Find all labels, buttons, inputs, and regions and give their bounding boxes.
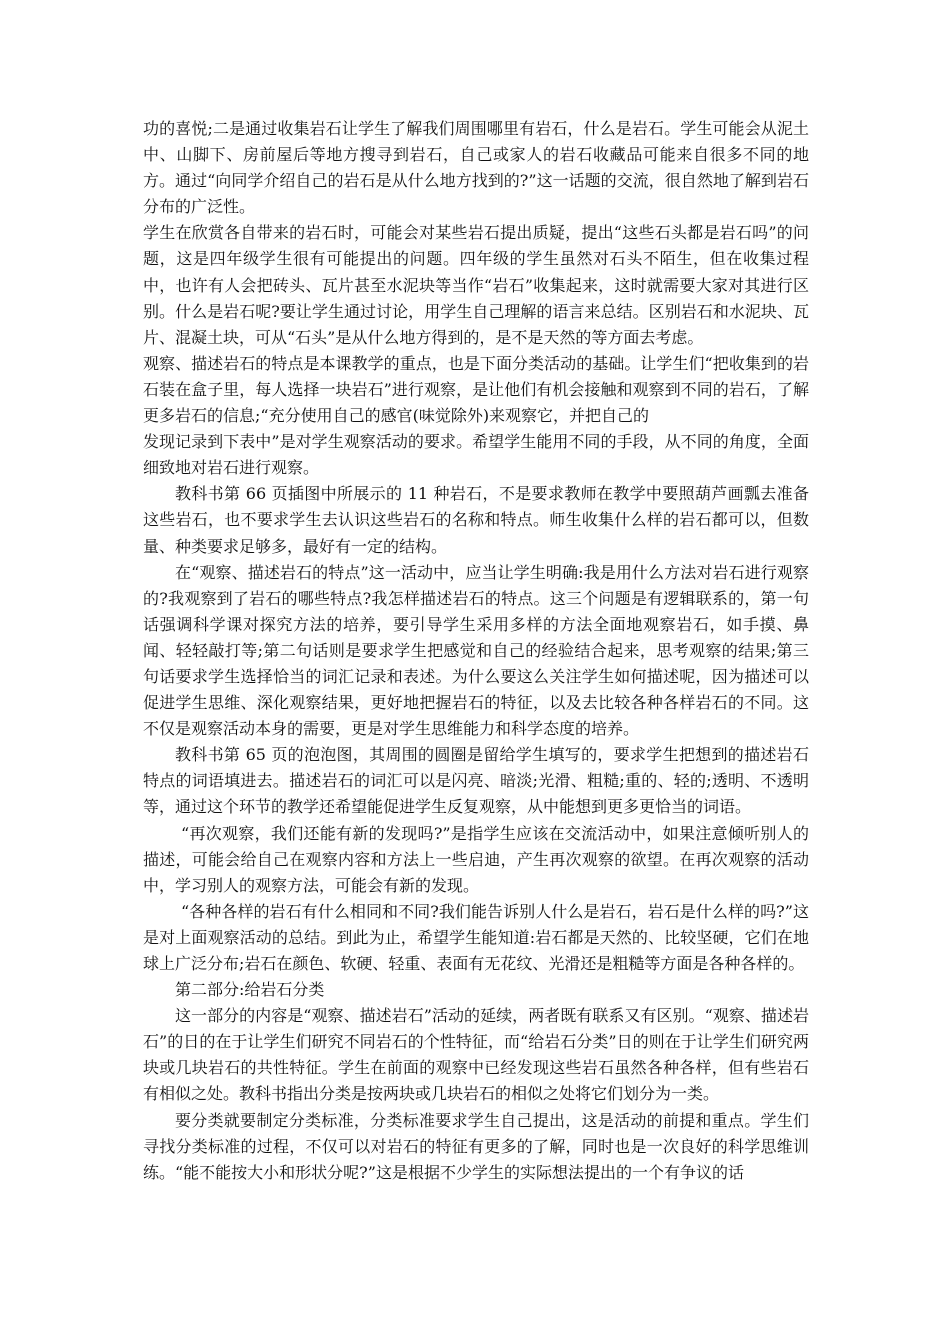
paragraph-bubble-chart: 教科书第 65 页的泡泡图，其周围的圆圈是留给学生填写的，要求学生把想到的描述岩石特点的词语填进去。描述岩石的词汇可以是闪亮、暗淡;光滑、粗糙;重的、轻的;透明、不透明等，通过这个环节的教学还希望能促进学生反复观察，从中能想到更多更恰当的词语。 [143,745,809,817]
paragraph-rock-collection: 功的喜悦;二是通过收集岩石让学生了解我们周围哪里有岩石，什么是岩石。学生可能会从泥土中、山脚下、房前屋后等地方搜寻到岩石，自己或家人的岩石收藏品可能来自很多不同的地方。通过“向同学介绍自己的岩石是从什么地方找到的?”这一话题的交流，很自然地了解到岩石分布的广泛性。 [143,119,809,217]
paragraph-observe-again: “再次观察，我们还能有新的发现吗?”是指学生应该在交流活动中，如果注意倾听别人的描述，可能会给自己在观察内容和方法上一些启迪，产生再次观察的欲望。在再次观察的活动中，学习别人的观察方法，可能会有新的发现。 [143,823,809,895]
paragraph-summary: “各种各样的岩石有什么相同和不同?我们能告诉别人什么是岩石，岩石是什么样的吗?”这是对上面观察活动的总结。到此为止，希望学生能知道:岩石都是天然的、比较坚硬，它们在地球上广泛分布;岩石在颜色、软硬、轻重、表面有无花纹、光滑还是粗糙等方面是各种各样的。 [143,901,809,973]
paragraph-observe-describe: 观察、描述岩石的特点是本课教学的重点，也是下面分类活动的基础。让学生们“把收集到的岩石装在盒子里，每人选择一块岩石”进行观察，是让他们有机会接触和观察到不同的岩石，了解更多岩石的信息;“充分使用自己的感官(味觉除外)来观察它，并把自己的 [143,353,809,426]
paragraph-classification-criteria: 要分类就要制定分类标准，分类标准要求学生自己提出，这是活动的前提和重点。学生们寻找分类标准的过程，不仅可以对岩石的特征有更多的了解，同时也是一次良好的科学思维训练。“能不能按大小和形状分呢?”这是根据不少学生的实际想法提出的一个有争议的话 [143,1110,809,1182]
section-heading-part-two: 第二部分:给岩石分类 [175,980,325,1000]
paragraph-what-is-rock: 学生在欣赏各自带来的岩石时，可能会对某些岩石提出质疑，提出“这些石头都是岩石吗”的问题，这是四年级学生很有可能提出的问题。四年级的学生虽然对石头不陌生，但在收集过程中，也许有人会把砖头、瓦片甚至水泥块等当作“岩石”收集起来，这时就需要大家对其进行区别。什么是岩石呢?要让学生通过讨论，用学生自己理解的语言来总结。区别岩石和水泥块、瓦片、混凝土块，可从“石头”是从什么地方得到的，是不是天然的等方面去考虑。 [143,223,809,347]
paragraph-three-questions: 在“观察、描述岩石的特点”这一活动中，应当让学生明确:我是用什么方法对岩石进行观察的?我观察到了岩石的哪些特点?我怎样描述岩石的特点。这三个问题是有逻辑联系的，第一句话强调科学课对探究方法的培养，要引导学生采用多样的方法全面地观察岩石，如手摸、鼻闻、轻轻敲打等;第二句话则是要求学生把感觉和自己的经验结合起来，思考观察的结果;第三句话要求学生选择恰当的词汇记录和表述。为什么要这么关注学生如何描述呢，因为描述可以促进学生思维、深化观察结果，更好地把握岩石的特征，以及去比较各种各样岩石的不同。这不仅是观察活动本身的需要，更是对学生思维能力和科学态度的培养。 [143,562,809,739]
document-page [143,116,809,1186]
paragraph-record-table: 发现记录到下表中”是对学生观察活动的要求。希望学生能用不同的手段，从不同的角度，全面细致地对岩石进行观察。 [143,432,809,478]
paragraph-classification-intro: 这一部分的内容是“观察、描述岩石”活动的延续，两者既有联系又有区别。“观察、描述岩石”的日的在于让学生们研究不同岩石的个性特征，而“给岩石分类”日的则在于让学生们研究两块或几块岩石的共性特征。学生在前面的观察中已经发现这些岩石虽然各种各样，但有些岩石有相似之处。教科书指出分类是按两块或几块岩石的相似之处将它们划分为一类。 [143,1006,809,1104]
paragraph-textbook-page-66: 教科书第 66 页插图中所展示的 11 种岩石，不是要求教师在教学中要照葫芦画瓢去准备这些岩石，也不要求学生去认识这些岩石的名称和特点。师生收集什么样的岩石都可以，但数量、种类要求足够多，最好有一定的结构。 [143,484,809,556]
